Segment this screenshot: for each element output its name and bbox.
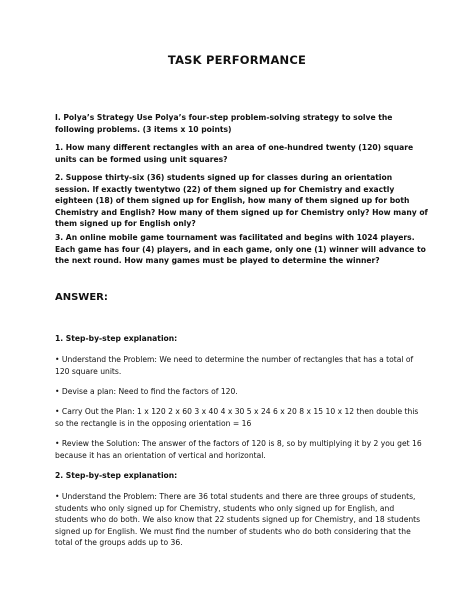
answer-1-review: • Review the Solution: The answer of the factors of 120 is 8, so by multiplying it by 2 you get 16 because it has an orientation of vertical and horizontal. xyxy=(55,439,422,460)
answer-2-heading: 2. Step-by-step explanation: xyxy=(55,471,178,480)
problem-2: 2. Suppose thirty-six (36) students signed up for classes during an orientation session. If exactly twentytwo (22) of them signed up for Chemistry and exactly eighteen (18) of them signed up for English, how many of them signed up for both Chemistry and English? How many of them signed up for Chemistry only? How many of them signed up for English only? xyxy=(55,173,428,229)
answer-2-understand: • Understand the Problem: There are 36 total students and there are three groups of students, students who only signed up for Chemistry, students who only signed up for English, and students who do both. We also know that 22 students signed up for Chemistry, and 18 students signed up for English. We must find the number of students who do both considering that the total of the groups adds up to 36. xyxy=(55,492,421,548)
page-title: TASK PERFORMANCE xyxy=(167,53,307,67)
answer-heading: ANSWER: xyxy=(55,292,108,303)
instructions: I. Polya’s Strategy Use Polya’s four-step problem-solving strategy to solve the following problems. (3 items x 10 points) xyxy=(55,113,393,134)
problem-3: 3. An online mobile game tournament was facilitated and begins with 1024 players. Each game has four (4) players, and in each game, only one (1) winner will advance to the next round. How many games must be played to determine the winner? xyxy=(55,233,426,266)
answer-1-understand: • Understand the Problem: We need to determine the number of rectangles that has a total of 120 square units. xyxy=(55,355,414,376)
answer-1-plan: • Devise a plan: Need to find the factors of 120. xyxy=(55,387,238,396)
problem-1: 1. How many different rectangles with an area of one-hundred twenty (120) square units can be formed using unit squares? xyxy=(55,143,414,164)
answer-1-carry-out: • Carry Out the Plan: 1 x 120 2 x 60 3 x 40 4 x 30 5 x 24 6 x 20 8 x 15 10 x 12 then double this so the rectangle is in the opposing orientation = 16 xyxy=(55,407,419,428)
answer-1-heading: 1. Step-by-step explanation: xyxy=(55,334,178,343)
